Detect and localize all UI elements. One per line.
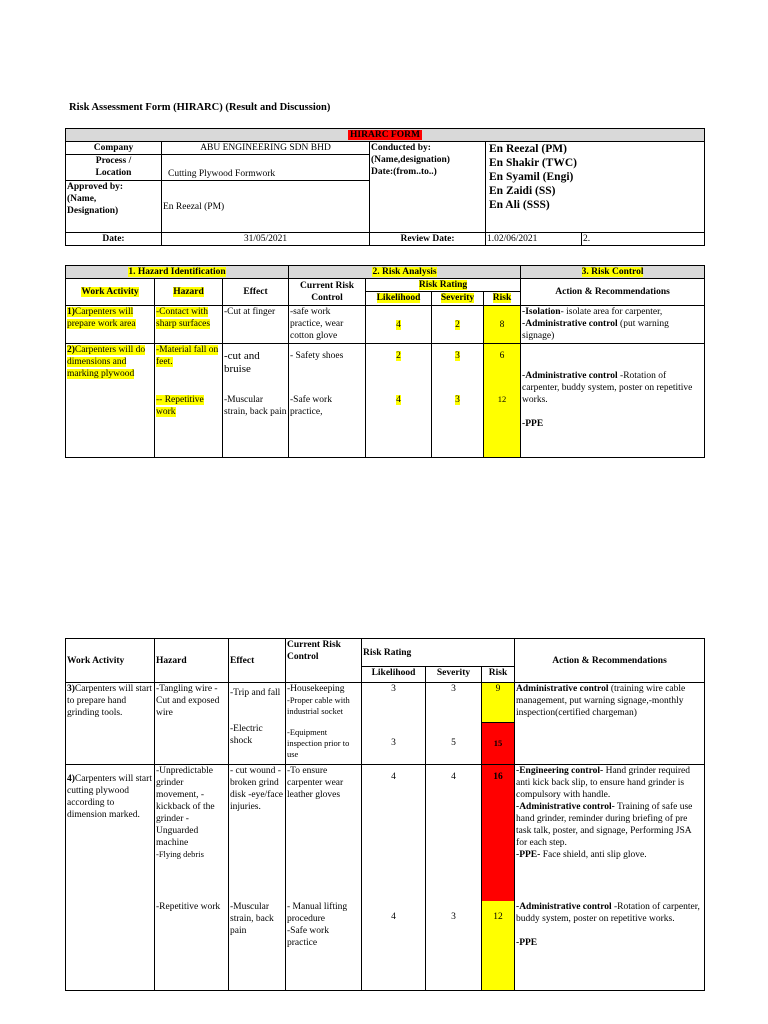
activity-text: Carpenters will start cutting plywood according to dimension marked.: [67, 774, 152, 820]
conductor-5: En Ali (SSS): [489, 199, 550, 211]
control-text-2: -Safe work practice: [287, 925, 329, 948]
hazard-text: -Material fall on feet.: [156, 345, 219, 367]
likelihood-value: 4: [396, 319, 401, 330]
col-risk-rating: Risk Rating: [362, 639, 515, 667]
action-admin-label: Administrative control: [516, 684, 609, 694]
hazard-cell: -Tangling wire -Cut and exposed wire: [155, 683, 229, 765]
control-text-2: -Proper cable with industrial socket: [287, 695, 350, 716]
action-isolation-text: - isolate area for carpenter,: [560, 307, 663, 317]
action-engineering-label: -Engineering control-: [516, 766, 604, 776]
likelihood-cell: [366, 394, 432, 458]
process-label-2: Location: [95, 168, 132, 178]
col-work-activity: Work Activity: [66, 639, 155, 683]
hazard-cell: [155, 344, 223, 394]
activity-cell: [66, 306, 155, 344]
hazard-cell: [155, 394, 223, 458]
hazard-text: -Contact with sharp surfaces: [156, 307, 211, 329]
control-text-1: -Housekeeping: [287, 684, 345, 694]
severity-cell: [432, 344, 484, 394]
page-title: Risk Assessment Form (HIRARC) (Result and Discussion): [69, 102, 331, 113]
hazard-cell: [155, 765, 229, 901]
conductors-list: [486, 142, 705, 233]
date-value: 31/05/2021: [162, 233, 370, 246]
conducted-label-1: Conducted by:: [371, 143, 431, 153]
approved-label-3: Designation): [67, 206, 119, 216]
severity-value: 3: [455, 394, 460, 405]
activity-number: 1): [67, 307, 75, 317]
activity-cell: [66, 765, 155, 991]
action-admin-label: -Administrative control: [516, 901, 612, 912]
conducted-label-3: Date:(from..to..): [371, 167, 437, 177]
col-risk: Risk: [482, 667, 515, 683]
action-ppe-label: -PPE: [516, 937, 538, 948]
conductor-4: En Zaidi (SS): [489, 185, 556, 197]
col-work-activity: [66, 279, 155, 306]
action-admin-text: Training of safe use hand grinder, reminder during briefing of pre task talk, poster, and signage, Performing JSA for each step.: [516, 802, 693, 848]
effect-cell: -Electric shock: [229, 723, 286, 765]
col-severity: Severity: [426, 667, 482, 683]
col-current-risk-control: [289, 279, 366, 306]
severity-cell: 5: [426, 723, 482, 765]
col-effect: Effect: [229, 639, 286, 683]
severity-value: 2: [455, 319, 460, 330]
likelihood-value: 4: [396, 394, 401, 405]
action-engineering-text: Hand grinder required anti kick back slip, to ensure hand grinder is compulsory with handle.: [516, 766, 690, 800]
effect-cell: - cut wound -broken grind disk -eye/face injuries.: [229, 765, 286, 901]
severity-cell: 3: [426, 683, 482, 723]
table-row: [66, 683, 705, 723]
banner: HIRARC FORM: [350, 130, 420, 140]
likelihood-cell: [366, 306, 432, 344]
conductor-3: En Syamil (Engi): [489, 171, 574, 183]
action-admin-text: -Rotation of carpenter, buddy system, poster on repetitive works.: [516, 901, 700, 924]
action-cell: [515, 765, 705, 901]
activity-text: Carpenters will start to prepare hand grinding tools.: [67, 684, 152, 718]
process-value: Cutting Plywood Formwork: [162, 155, 370, 181]
severity-cell: [432, 394, 484, 458]
action-isolation-label: -Isolation: [522, 307, 561, 317]
control-cell: -Safe work practice,: [289, 394, 366, 458]
table-row: [66, 901, 705, 991]
likelihood-cell: 4: [362, 901, 426, 991]
action-admin-text: -Rotation of carpenter, buddy system, poster on repetitive works.: [522, 371, 693, 405]
risk-cell: 9: [482, 683, 515, 723]
conductor-1: En Reezal (PM): [489, 143, 567, 155]
activity-number: 2): [67, 345, 75, 355]
process-label: [66, 155, 162, 181]
risk-cell: 12: [484, 394, 521, 458]
action-ppe-text: Face shield, anti slip glove.: [540, 850, 647, 860]
action-ppe-label: -PPE: [522, 419, 544, 429]
company-value: ABU ENGINEERING SDN BHD: [162, 142, 370, 155]
likelihood-value: 2: [396, 351, 401, 361]
action-admin-text: (put warning signage): [522, 319, 669, 341]
hazard-text: -Unpredictable grinder movement, -kickback of the grinder -Unguarded machine: [156, 766, 215, 848]
activity-cell: [66, 344, 155, 458]
section-2-label: 2. Risk Analysis: [372, 267, 437, 277]
approved-label-2: (Name,: [67, 194, 97, 204]
control-cell: -safe work practice, wear cotton glove: [289, 306, 366, 344]
likelihood-cell: 3: [362, 723, 426, 765]
approved-label-1: Approved by:: [67, 182, 124, 192]
section-1-label: 1. Hazard Identification: [128, 267, 226, 277]
section-risk-control: [521, 266, 705, 279]
col-severity: [432, 292, 484, 306]
section-risk-analysis: [289, 266, 521, 279]
risk-cell: 6: [484, 344, 521, 394]
col-current-risk-control: Current Risk Control: [286, 639, 362, 683]
col-risk: [484, 292, 521, 306]
risk-cell: 12: [482, 901, 515, 991]
hirarc-header-table: [65, 128, 705, 246]
action-cell: [521, 306, 705, 344]
col-risk-rating: [366, 279, 521, 292]
table-row: [66, 344, 705, 394]
review-date-value-2: 2.: [582, 233, 705, 246]
effect-cell: -Muscular strain, back pain: [223, 394, 289, 458]
process-label-1: Process /: [95, 156, 132, 166]
activity-number: 3): [67, 684, 75, 694]
severity-cell: 4: [426, 765, 482, 901]
date-label: Date:: [66, 233, 162, 246]
section-hazard-identification: [66, 266, 289, 279]
activity-cell: [66, 683, 155, 765]
control-cell: -Equipment inspection prior to use: [286, 723, 362, 765]
risk-cell: 16: [482, 765, 515, 901]
activity-text: Carpenters will do dimensions and marking plywood: [67, 345, 146, 379]
activity-number: 4): [67, 774, 75, 784]
severity-value: 3: [455, 351, 460, 361]
hazard-text-2: -Flying debris: [156, 849, 204, 859]
action-admin-text: (training wire cable management, put warning signage,-monthly inspection(certified chargeman): [516, 684, 686, 718]
col-likelihood-label: Likelihood: [376, 293, 421, 303]
control-cell: - Safety shoes: [289, 344, 366, 394]
col-effect: Effect: [223, 279, 289, 306]
col-likelihood: [366, 292, 432, 306]
conducted-label-2: (Name,designation): [371, 155, 450, 165]
likelihood-cell: 3: [362, 683, 426, 723]
control-cell: [286, 683, 362, 723]
col-control-label-1: Current Risk: [300, 281, 354, 291]
col-control-label-2: Control: [311, 293, 343, 303]
col-work-activity-label: Work Activity: [81, 287, 139, 297]
table-row: [66, 306, 705, 344]
company-label: Company: [66, 142, 162, 155]
banner-cell: [66, 129, 705, 142]
col-likelihood: Likelihood: [362, 667, 426, 683]
review-date-value: 1.02/06/2021: [486, 233, 582, 246]
conducted-label: [370, 142, 486, 233]
risk-cell: 15: [482, 723, 515, 765]
col-risk-label: Risk: [492, 293, 512, 303]
conductor-2: En Shakir (TWC): [489, 157, 577, 169]
activity-text: Carpenters will prepare work area: [67, 307, 136, 329]
severity-cell: 3: [426, 901, 482, 991]
likelihood-cell: [366, 344, 432, 394]
action-admin-label: -Administrative control: [522, 319, 618, 329]
hazard-cell: -Repetitive work: [155, 901, 229, 991]
effect-cell: -Trip and fall: [229, 683, 286, 723]
review-date-label: Review Date:: [370, 233, 486, 246]
hazard-cell: [155, 306, 223, 344]
table-row: [66, 765, 705, 901]
action-cell: [521, 344, 705, 458]
action-admin-label: -Administrative control: [522, 371, 618, 381]
action-admin-label: -Administrative control-: [516, 802, 615, 812]
control-text-1: - Manual lifting procedure: [287, 901, 348, 924]
col-hazard: [155, 279, 223, 306]
control-cell: [286, 901, 362, 991]
hazard-text: -- Repetitive work: [156, 394, 204, 417]
col-hazard: Hazard: [155, 639, 229, 683]
risk-cell: 8: [484, 306, 521, 344]
effect-cell: -cut and bruise: [223, 344, 289, 394]
col-action: Action & Recommendations: [515, 639, 705, 683]
effect-cell: -Cut at finger: [223, 306, 289, 344]
col-severity-label: Severity: [440, 293, 475, 303]
action-ppe-label: -PPE-: [516, 850, 541, 860]
section-3-label: 3. Risk Control: [581, 267, 644, 277]
col-risk-rating-label: Risk Rating: [418, 280, 468, 290]
approved-label: [66, 181, 162, 233]
effect-cell: -Muscular strain, back pain: [229, 901, 286, 991]
likelihood-cell: 4: [362, 765, 426, 901]
severity-cell: [432, 306, 484, 344]
col-action: Action & Recommendations: [521, 279, 705, 306]
approved-value: En Reezal (PM): [162, 181, 370, 233]
hazard-table-2: [65, 638, 705, 991]
control-cell: -To ensure carpenter wear leather gloves: [286, 765, 362, 901]
col-hazard-label: Hazard: [173, 287, 204, 297]
action-cell: [515, 683, 705, 765]
action-cell: [515, 901, 705, 991]
hazard-table-1: [65, 265, 705, 458]
